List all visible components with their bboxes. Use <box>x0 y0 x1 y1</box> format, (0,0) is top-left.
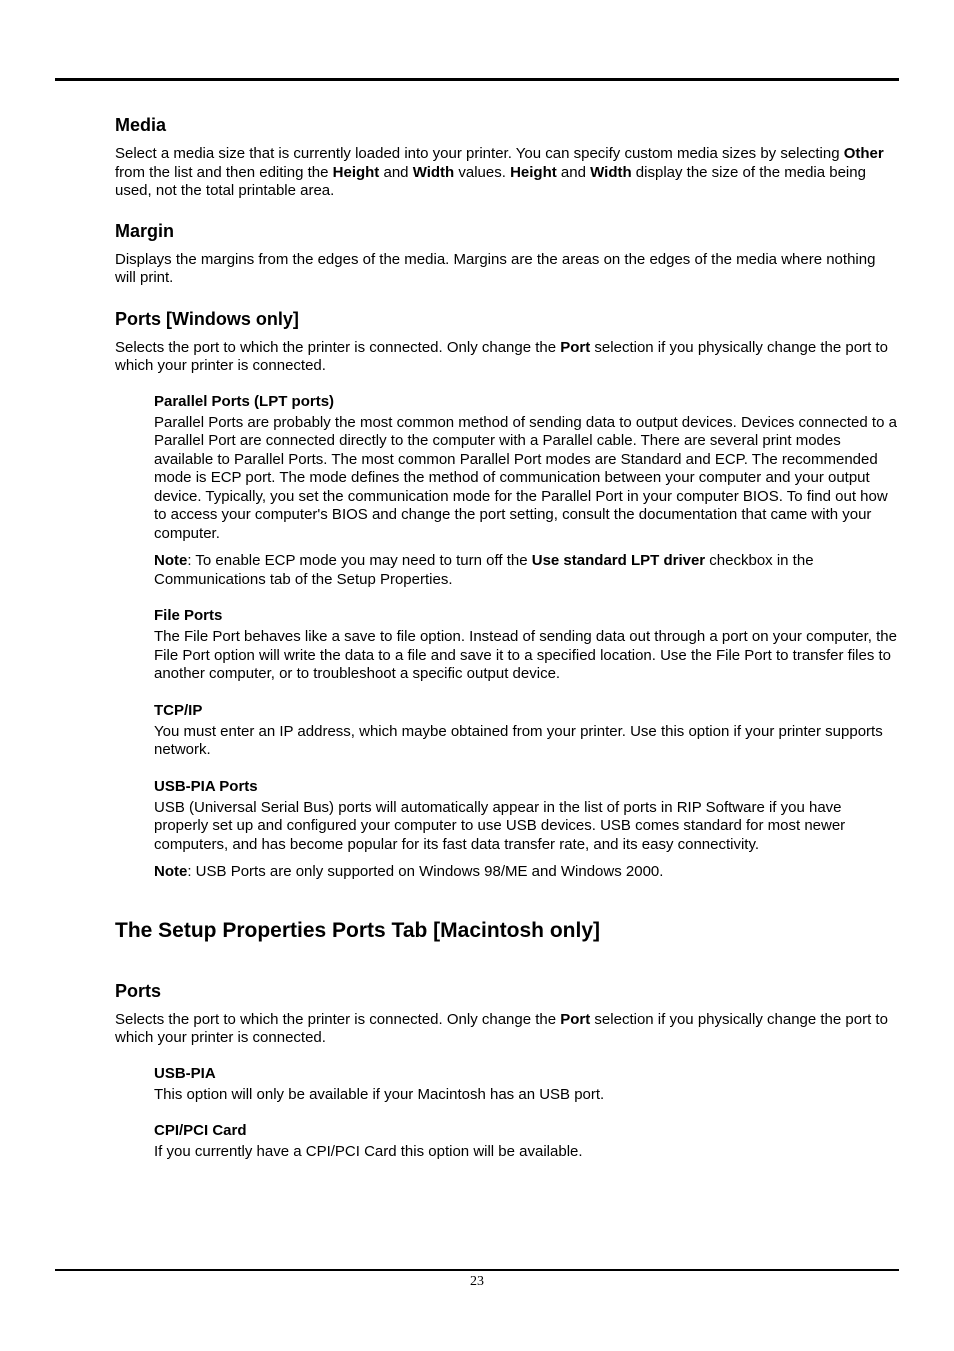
note-label: Note <box>154 863 188 880</box>
note-text: checkbox in the Communications tab of the Setup Properties. <box>154 552 814 588</box>
mac-ports-tab-section <box>115 918 899 944</box>
usb-pia-ports-paragraph: USB (Universal Serial Bus) ports will automatically appear in the list of ports in RIP Software if you have properly set up and configured your computer to use USB devices. USB comes standard for most newer computers, and has become popular for its fast data transfer rate, and its easy connectivity. <box>154 798 846 853</box>
ports-bold-port: Port <box>560 338 591 356</box>
parallel-ports-heading: Parallel Ports (LPT ports) <box>154 392 335 410</box>
mac-ports-tab-heading: The Setup Properties Ports Tab [Macintosh only] <box>115 918 600 942</box>
ports-windows-paragraph <box>115 339 899 376</box>
usb-pia-heading: USB-PIA <box>154 1064 216 1082</box>
usb-pia-ports-subsection <box>154 778 899 882</box>
tcpip-subsection <box>154 702 899 760</box>
ports-text: Selects the port to which the printer is connected. Only change the <box>115 1010 561 1028</box>
file-ports-heading: File Ports <box>154 607 223 624</box>
media-text: values. <box>454 163 511 181</box>
ports-windows-heading: Ports [Windows only] <box>115 308 299 329</box>
file-ports-paragraph: The File Port behaves like a save to file option. Instead of sending data out through a port on your computer, the File Port option will write the data to a file and save it to a specified location. Use the File Port to transfer files to another computer, or to troubleshoot a specific output device. <box>154 628 897 682</box>
footer-rule <box>55 1269 899 1271</box>
note-text: : USB Ports are only supported on Windows 98/ME and Windows 2000. <box>187 863 664 880</box>
ports-mac-paragraph <box>115 1011 899 1048</box>
parallel-ports-note <box>154 552 899 589</box>
note-label: Note <box>154 552 188 569</box>
media-bold-width: Width <box>412 163 455 181</box>
media-bold-height: Height <box>332 163 380 181</box>
media-text: and <box>379 163 413 181</box>
usb-pia-paragraph: This option will only be available if your Macintosh has an USB port. <box>154 1085 605 1103</box>
note-bold-lpt-driver: Use standard LPT driver <box>531 552 706 569</box>
margin-paragraph: Displays the margins from the edges of the media. Margins are the areas on the edges of the media where nothing will print. <box>115 250 876 286</box>
media-text: display the size of the media being used, not the total printable area. <box>115 163 866 199</box>
usb-pia-subsection <box>154 1065 899 1105</box>
cpi-pci-card-paragraph: If you currently have a CPI/PCI Card this option will be available. <box>154 1143 583 1160</box>
media-text: and <box>556 163 591 181</box>
ports-mac-heading: Ports <box>115 980 162 1001</box>
tcpip-paragraph: You must enter an IP address, which maybe obtained from your printer. Use this option if your printer supports network. <box>154 722 883 758</box>
cpi-pci-card-subsection <box>154 1122 899 1162</box>
ports-mac-section <box>115 980 899 1162</box>
media-bold-height: Height <box>510 163 557 181</box>
page-number: 23 <box>470 1274 484 1289</box>
media-text: from the list and then editing the <box>115 163 333 181</box>
margin-heading: Margin <box>115 220 175 241</box>
header-rule <box>55 78 899 81</box>
parallel-ports-subsection <box>154 393 899 590</box>
media-paragraph <box>115 145 899 201</box>
parallel-ports-paragraph: Parallel Ports are probably the most common method of sending data to output devices. Devices connected to a Parallel Port are connected directly to the computer with a Parallel cable. There are several print modes available to Parallel Ports. The most common Parallel Port modes are Standard and ECP. The recommended mode is ECP port. The mode defines the method of communication between your computer and your output device. Typically, you set the communication mode for the Parallel Port in your computer BIOS. To find out how to access your computer's BIOS and change the port setting, consult the documentation that came with your computer. <box>154 413 897 542</box>
media-heading: Media <box>115 115 167 135</box>
usb-pia-ports-heading: USB-PIA Ports <box>154 777 258 795</box>
file-ports-subsection <box>154 607 899 684</box>
media-bold-other: Other <box>843 145 884 162</box>
cpi-pci-card-heading: CPI/PCI Card <box>154 1122 247 1139</box>
media-text: Select a media size that is currently loaded into your printer. You can specify custom media sizes by selecting <box>115 145 844 162</box>
ports-windows-section <box>115 308 899 882</box>
usb-pia-ports-note <box>154 863 899 882</box>
media-section <box>115 114 899 201</box>
ports-text: selection if you physically change the port to which your printer is connected. <box>115 1010 888 1046</box>
ports-text: selection if you physically change the port to which your printer is connected. <box>115 338 888 374</box>
margin-section <box>115 220 899 288</box>
page-content <box>115 114 899 1162</box>
tcpip-heading: TCP/IP <box>154 701 203 719</box>
ports-bold-port: Port <box>560 1010 591 1028</box>
media-bold-width: Width <box>590 163 632 181</box>
note-text: : To enable ECP mode you may need to turn off the <box>187 552 532 569</box>
ports-text: Selects the port to which the printer is connected. Only change the <box>115 338 561 356</box>
